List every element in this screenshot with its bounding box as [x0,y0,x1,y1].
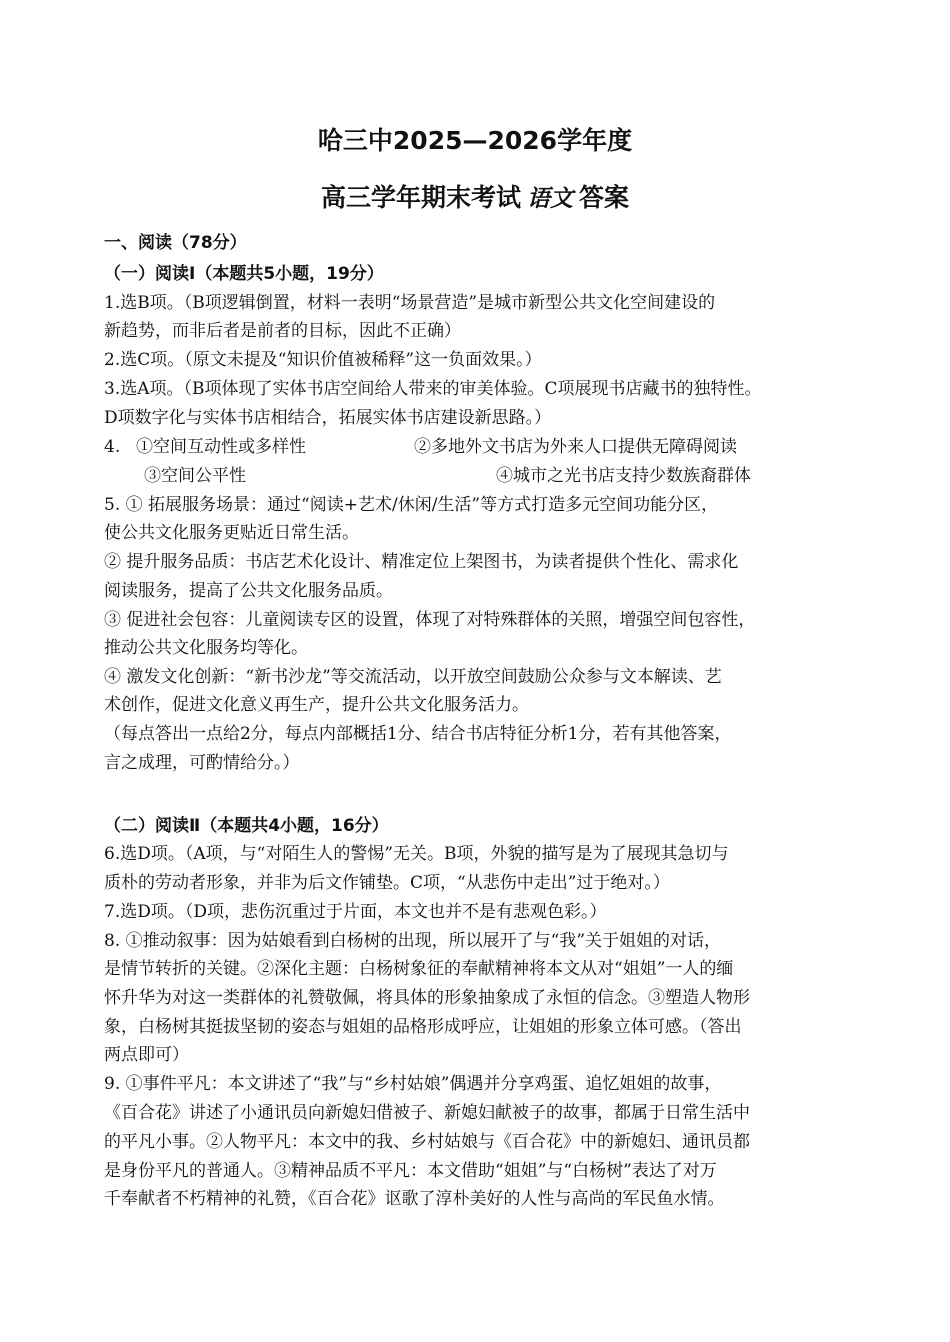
subtitle-prefix: 高三学年期末考试 [320,183,521,212]
q4-item-1: ①空间互动性或多样性 [136,437,306,457]
answer-line: 推动公共文化服务均等化。 [104,638,308,658]
answer-line: ② 提升服务品质：书店艺术化设计、精准定位上架图书，为读者提供个性化、需求化 [104,552,739,572]
answer-line: 6.选D项。（A项，与“对陌生人的警惕”无关。B项，外貌的描写是为了展现其急切与 [104,844,729,864]
answer-line: ③ 促进社会包容：儿童阅读专区的设置，体现了对特殊群体的关照，增强空间包容性， [104,610,756,630]
q4-item-3: ③空间公平性 [144,466,246,486]
reading1-header: （一）阅读Ⅰ（本题共5小题，19分） [104,264,384,284]
answer-line: 新趋势，而非后者是前者的目标，因此不正确） [104,321,461,341]
answer-line: 术创作，促进文化意义再生产，提升公共文化服务活力。 [104,695,529,715]
answer-line: 怀升华为对这一类群体的礼赞敬佩，将具体的形象抽象成了永恒的信念。③塑造人物形 [104,988,750,1008]
answer-line: 言之成理，可酌情给分。） [104,753,300,773]
answer-line: 《百合花》讲述了小通讯员向新媳妇借被子、新媳妇献被子的故事，都属于日常生活中 [104,1103,750,1123]
q4-label: 4. [104,437,121,457]
answer-line: 使公共文化服务更贴近日常生活。 [104,523,359,543]
subject-name: 语文 [527,185,573,212]
answer-line: ④ 激发文化创新：“新书沙龙”等交流活动，以开放空间鼓励公众参与文本解读、艺 [104,667,722,687]
answer-line: 2.选C项。（原文未提及“知识价值被稀释”这一负面效果。） [104,350,542,370]
q4-item-2: ②多地外文书店为外来人口提供无障碍阅读 [414,437,737,457]
answer-line: D项数字化与实体书店相结合，拓展实体书店建设新思路。） [104,408,552,428]
q4-item-4: ④城市之光书店支持少数族裔群体 [496,466,751,486]
answer-line: 1.选B项。（B项逻辑倒置，材料一表明“场景营造”是城市新型公共文化空间建设的 [104,293,716,313]
answer-line: 9. ①事件平凡：本文讲述了“我”与“乡村姑娘”偶遇并分享鸡蛋、追忆姐姐的故事， [104,1074,722,1094]
answer-line: （每点答出一点给2分，每点内部概括1分、结合书店特征分析1分，若有其他答案， [104,724,732,744]
answer-line: 是身份平凡的普通人。③精神品质不平凡：本文借助“姐姐”与“白杨树”表达了对万 [104,1161,717,1181]
answer-line: 7.选D项。（D项，悲伤沉重过于片面，本文也并不是有悲观色彩。） [104,902,607,922]
answer-line: 5. ① 拓展服务场景：通过“阅读+艺术/休闲/生活”等方式打造多元空间功能分区， [104,495,719,515]
document-subtitle [0,183,950,214]
answer-line: 象，白杨树其挺拔坚韧的姿态与姐姐的品格形成呼应，让姐姐的形象立体可感。（答出 [104,1017,742,1037]
answer-line: 两点即可） [104,1045,189,1065]
answer-line: 8. ①推动叙事：因为姑娘看到白杨树的出现，所以展开了与“我”关于姐姐的对话， [104,931,722,951]
answer-line: 的平凡小事。②人物平凡：本文中的我、乡村姑娘与《百合花》中的新媳妇、通讯员都 [104,1132,750,1152]
subtitle-suffix: 答案 [579,183,630,212]
answer-line: 是情节转折的关键。②深化主题：白杨树象征的奉献精神将本文从对“姐姐”一人的缅 [104,959,734,979]
answer-line: 阅读服务，提高了公共文化服务品质。 [104,581,393,601]
answer-line: 质朴的劳动者形象，并非为后文作铺垫。C项，“从悲伤中走出”过于绝对。） [104,873,670,893]
answer-line: 千奉献者不朽精神的礼赞，《百合花》讴歌了淳朴美好的人性与高尚的军民鱼水情。 [104,1189,725,1209]
answer-line: 3.选A项。（B项体现了实体书店空间给人带来的审美体验。C项展现书店藏书的独特性。 [104,379,762,399]
part1-header: 一、阅读（78分） [104,233,247,253]
reading2-header: （二）阅读Ⅱ（本题共4小题，16分） [104,816,389,836]
document-title: 哈三中2025—2026学年度 [317,126,633,155]
